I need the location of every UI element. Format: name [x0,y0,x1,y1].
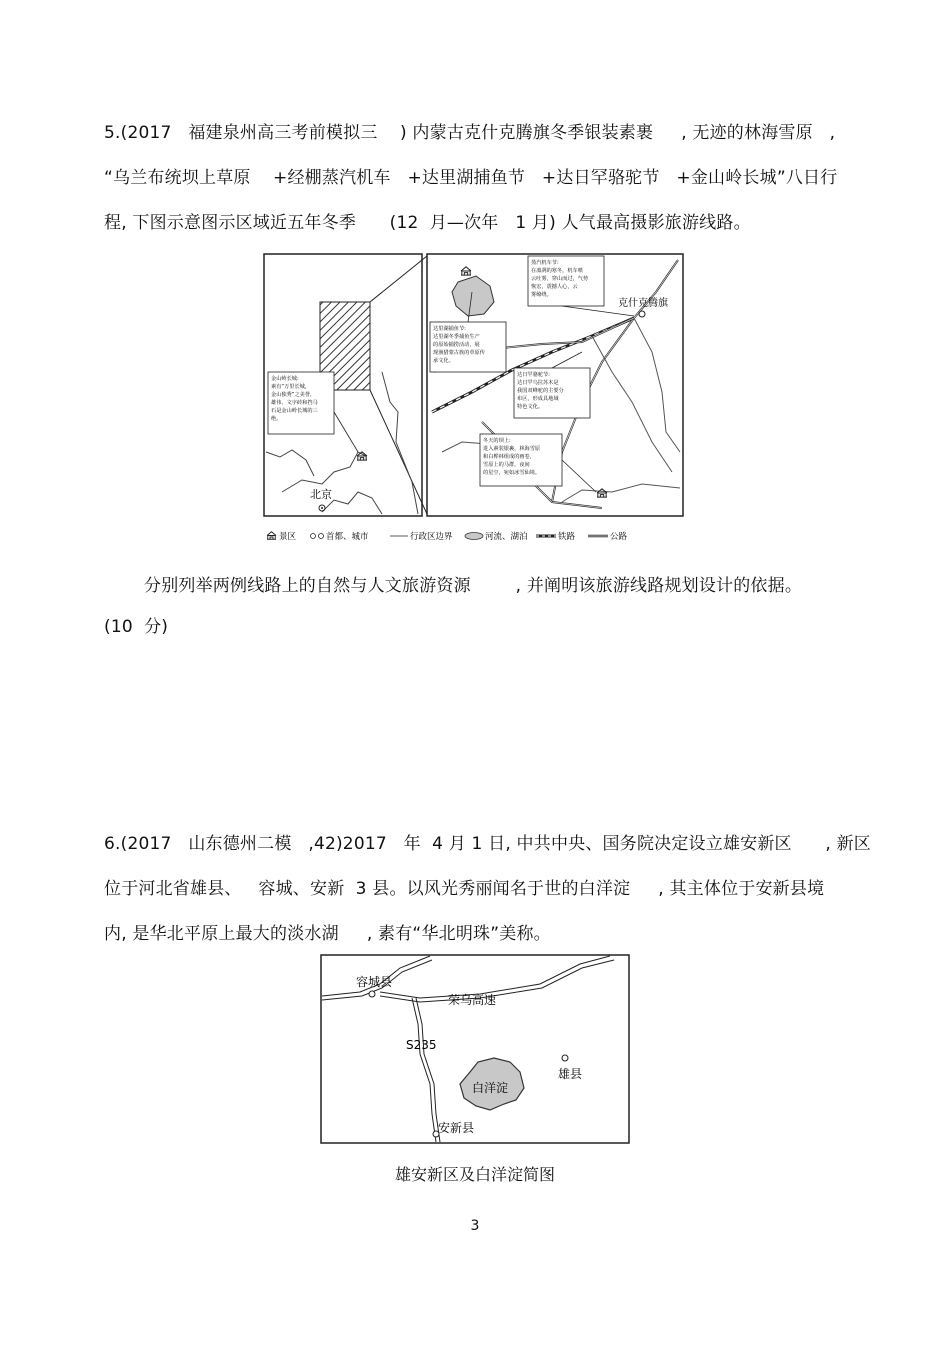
q6-line-3: 内, 是华北平原上最大的淡水湖 , 素有“华北明珠”美称。 [104,924,551,944]
legend-river-lake: 河流、湖泊 [485,532,528,542]
baiyangdian-label: 白洋淀 [472,1081,509,1095]
keshiketeng-label: 克什克腾旗 [618,298,668,309]
legend-capital-icon [311,534,316,539]
q5-score: (10 分) [104,617,169,637]
route-map [262,252,686,544]
q6-line-1: 6.(2017 山东德州二模 ,42)2017 年 4 月 1 日, 中共中央、国务院决定设立雄安新区 , 新区 [104,834,871,854]
xiongxian-marker [562,1055,568,1061]
s235-label: S235 [406,1038,437,1052]
xiongxian-label: 雄县 [558,1067,583,1081]
box-steam-train-text: 蒸汽机车节:在凛冽的寒冬，机车喷云吐雾，穿山而过，气势恢宏，震撼人心，云雾缭绕。 [531,260,589,298]
q5-line-3: 程, 下图示意图示区域近五年冬季 (12 月—次年 1 月) 人气最高摄影旅游线路。 [104,213,751,233]
box-winter-bashang-text: 冬天的坝上:进入素装银裹，林海雪原和白桦林组成的画卷，雪原上的马群，夜间的星空，宛如冰雪仙境。 [483,438,541,476]
page-number: 3 [470,1218,480,1234]
legend-scenic: 景区 [279,532,297,542]
xiongan-map [320,954,630,1144]
rongcheng-label: 容城县 [356,975,393,989]
legend-highway: 公路 [610,532,628,542]
q5-question: 分别列举两例线路上的自然与人文旅游资源 , 并阐明该旅游线路规划设计的依据。 [144,576,803,596]
box-darihan-camel-text: 达日罕骆驼节:达日罕乌拉苏木是我国双峰驼的主要分布区，形成具地域特色文化。 [517,372,564,410]
legend-scenic-icon [267,532,276,540]
beijing-label: 北京 [310,488,332,501]
box-dali-fishing-text: 达里湖捕鱼节:达里湖冬季捕鱼生产的原始捕捞活动，展现渔猎蒙古族的草原传承文化。 [433,326,485,364]
box-jinshanling-text: 金山岭长城:素有“万里长城，金山独秀”之美誉，雄伟、文字砖和挡马石是金山岭长城的三绝。 [271,376,318,422]
map2-caption: 雄安新区及白洋淀简图 [394,1165,555,1184]
q5-line-1: 5.(2017 福建泉州高三考前模拟三 ) 内蒙古克什克腾旗冬季银装素裹 , 无迹的林海雪原 , [104,123,836,143]
legend-capital-city: 首都、城市 [326,532,369,542]
legend-river-icon [465,533,483,540]
rongwu-expressway-label: 荣乌高速 [448,993,497,1007]
legend-boundary: 行政区边界 [410,532,453,542]
q6-line-2: 位于河北省雄县、 容城、安新 3 县。以风光秀丽闻名于世的白洋淀 , 其主体位于安新县境 [104,879,825,899]
anxin-label: 安新县 [438,1121,475,1135]
map-legend [267,531,628,542]
rongcheng-marker [369,991,375,997]
legend-railway: 铁路 [558,532,576,542]
q5-line-2: “乌兰布统坝上草原 +经棚蒸汽机车 +达里湖捕鱼节 +达日罕骆驼节 +金山岭长城”八日行 [104,168,838,188]
